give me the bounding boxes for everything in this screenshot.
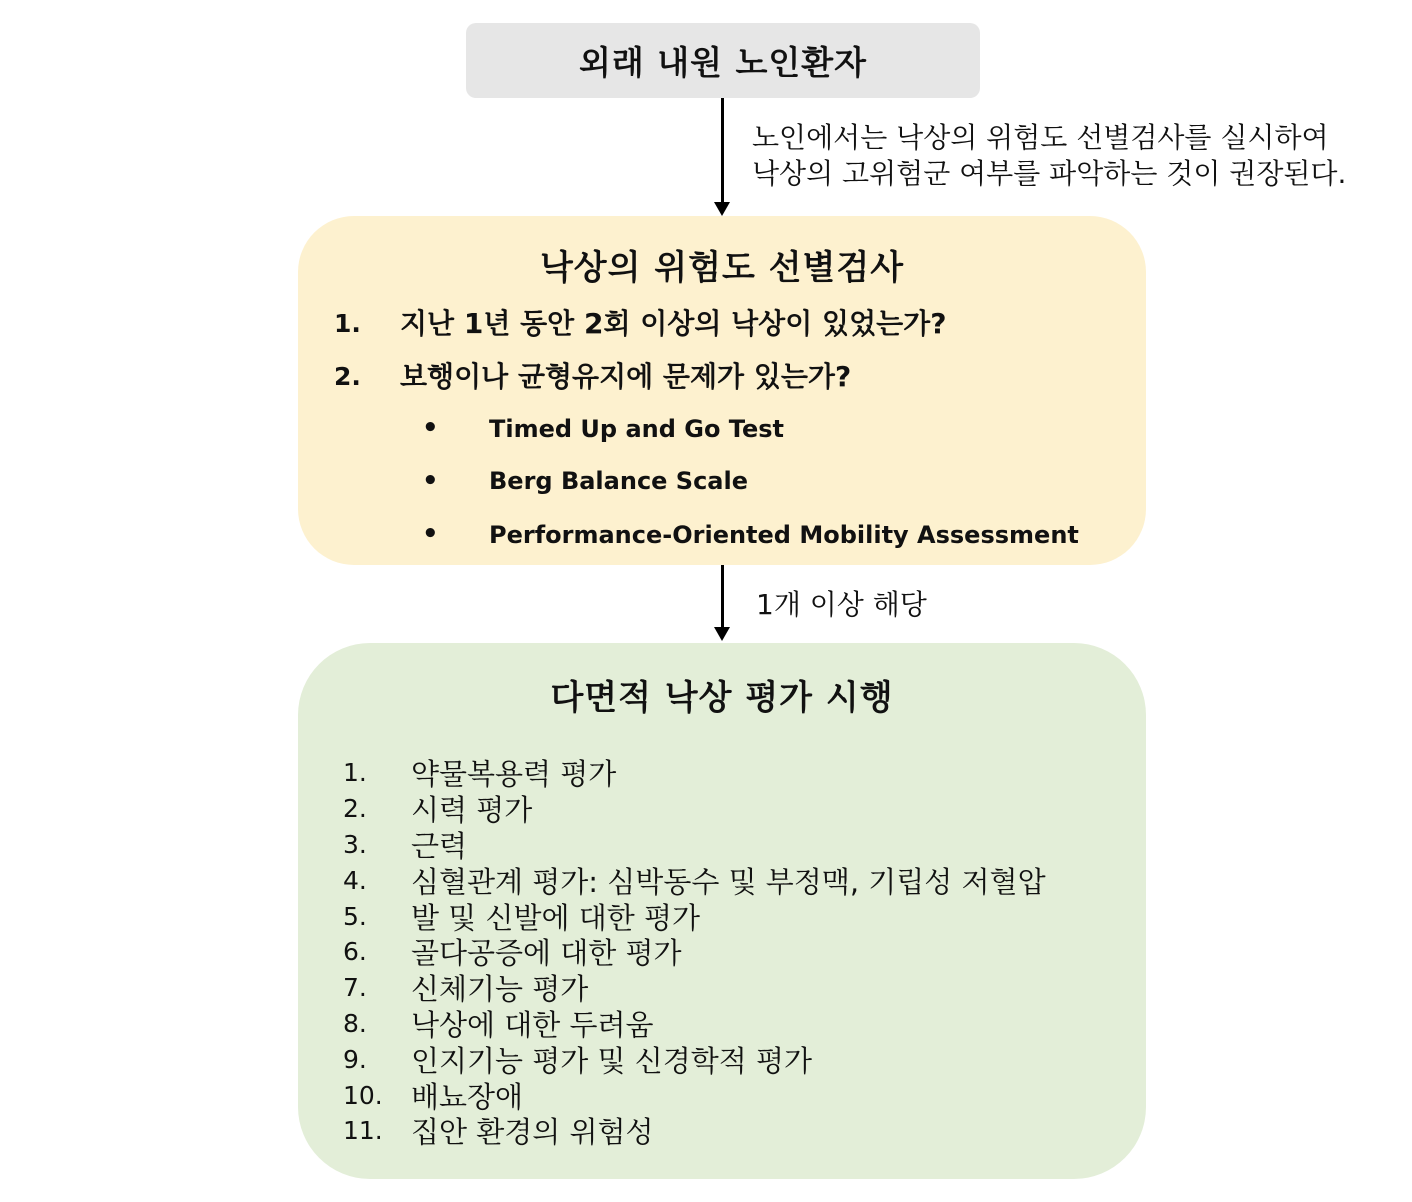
test-bullet-2: • [422,466,439,496]
list-item [343,898,1046,934]
arrow-2-shaft [721,565,724,629]
question-2-text: 보행이나 균형유지에 문제가 있는가? [400,360,852,393]
assessment-list [343,755,1046,1149]
question-1-text: 지난 1년 동안 2회 이상의 낙상이 있었는가? [400,307,947,340]
arrow-2-head [714,627,730,641]
list-item-text: 약물복용력 평가 [411,757,617,792]
assessment-title: 다면적 낙상 평가 시행 [550,678,894,718]
list-item-number: 4. [343,865,367,895]
list-item-number: 6. [343,937,367,967]
list-item-number: 7. [343,973,367,1003]
list-item-text: 집안 환경의 위험성 [411,1115,654,1150]
list-item-number: 2. [343,794,367,824]
arrow-1-head [714,202,730,216]
list-item-text: 골다공증에 대한 평가 [411,936,682,971]
list-item-number: 9. [343,1044,367,1074]
question-2-number: 2. [334,362,361,391]
list-item-text: 인지기능 평가 및 신경학적 평가 [411,1043,813,1078]
list-item-number: 1. [343,758,367,788]
list-item-text: 발 및 신발에 대한 평가 [411,900,700,935]
list-item-number: 10. [343,1080,383,1110]
test-item-2: Berg Balance Scale [489,467,749,495]
list-item [343,1041,1046,1077]
list-item [343,791,1046,827]
list-item-number: 8. [343,1008,367,1038]
patient-start-label: 외래 내원 노인환자 [578,43,867,82]
list-item-text: 심혈관계 평가: 심박동수 및 부정맥, 기립성 저혈압 [411,864,1046,899]
list-item [343,827,1046,863]
list-item-number: 5. [343,901,367,931]
list-item [343,755,1046,791]
list-item [343,970,1046,1006]
list-item-text: 배뇨장애 [411,1079,524,1114]
list-item-text: 근력 [411,829,468,863]
recommendation-note [752,120,1346,192]
test-bullet-3: • [422,519,439,549]
arrow-1-shaft [721,98,724,204]
screening-title: 낙상의 위험도 선별검사 [539,248,905,288]
list-item [343,862,1046,898]
patient-start-box [466,23,980,98]
test-item-3: Performance-Oriented Mobility Assessment [489,521,1079,549]
list-item [343,1113,1046,1149]
list-item [343,934,1046,970]
list-item-text: 신체기능 평가 [411,972,589,1007]
list-item [343,1077,1046,1113]
question-1-number: 1. [334,309,361,338]
test-item-1: Timed Up and Go Test [489,415,785,443]
test-bullet-1: • [422,413,439,443]
list-item-number: 11. [343,1116,383,1146]
condition-label: 1개 이상 해당 [756,588,927,621]
list-item-text: 시력 평가 [411,793,533,828]
note-line-1: 노인에서는 낙상의 위험도 선별검사를 실시하여 [752,121,1329,154]
list-item-number: 3. [343,829,367,859]
note-line-2: 낙상의 고위험군 여부를 파악하는 것이 권장된다. [752,157,1347,190]
list-item [343,1006,1046,1042]
list-item-text: 낙상에 대한 두려움 [411,1007,654,1042]
